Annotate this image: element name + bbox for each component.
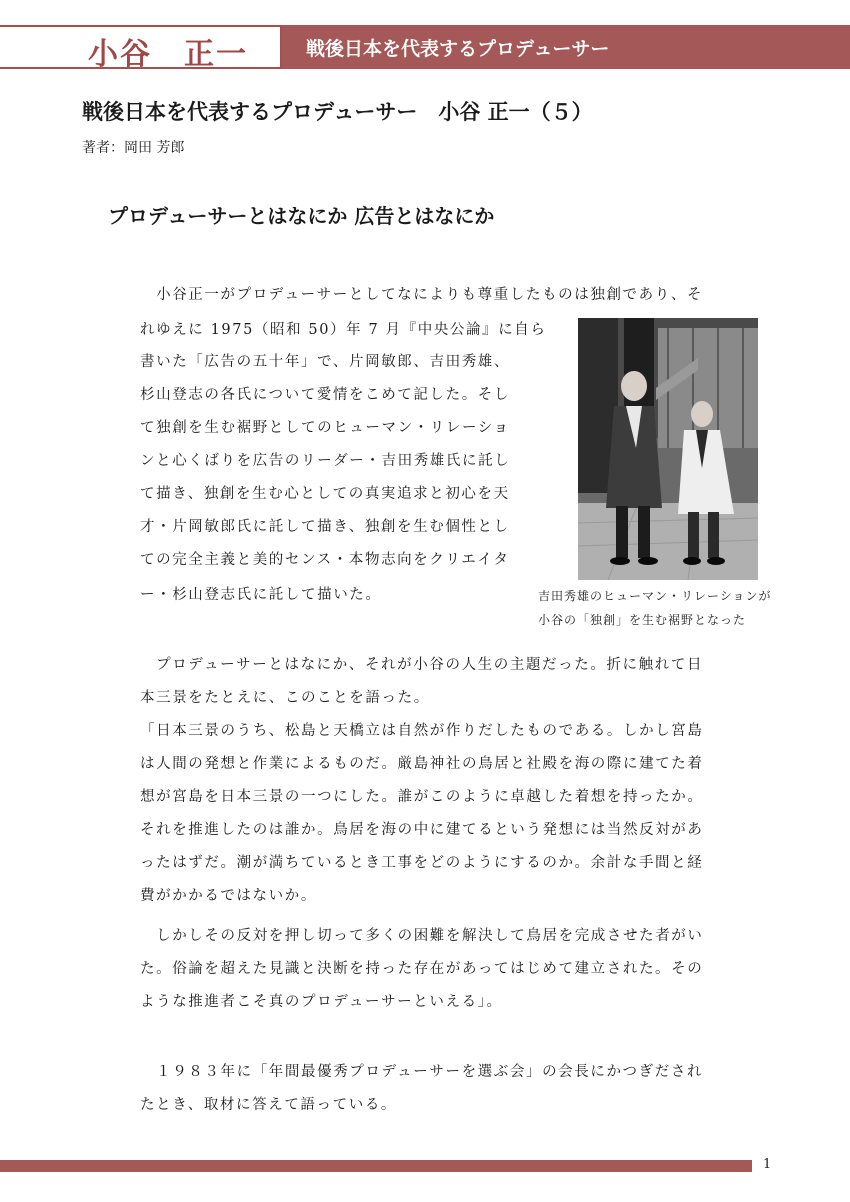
paragraph2-line: それを推進したのは誰か。鳥居を海の中に建てるという発想には当然反対があ [140, 822, 704, 838]
paragraph2-line: プロデューサーとはなにか、それが小谷の人生の主題だった。折に触れて日 [140, 657, 704, 673]
paragraph1-line: ての完全主義と美的センス・本物志向をクリエイタ [140, 552, 510, 568]
article-author: 著者：岡田 芳郎 [82, 140, 185, 156]
header-name-box [0, 25, 282, 72]
paragraph2-line: た。俗論を超えた見識と決断を持った存在があってはじめて建立された。その [140, 961, 704, 977]
footer-bar [0, 1160, 752, 1172]
paragraph3-line: １９８３年に「年間最優秀プロデューサーを選ぶ会」の会長にかつぎだされ [140, 1064, 704, 1080]
photo-two-men-icon [578, 318, 758, 580]
header-series-box [282, 25, 850, 69]
page-number: 1 [763, 1157, 772, 1172]
header-name: 小谷 正一 [88, 37, 248, 72]
paragraph1-line: 才・片岡敏郎氏に託して描き、独創を生む個性とし [140, 519, 510, 535]
paragraph2-line: は人間の発想と作業によるものだ。厳島神社の鳥居と社殿を海の際に建てた着 [140, 756, 704, 772]
header-band [0, 25, 850, 71]
paragraph2-line: 「日本三景のうち、松島と天橋立は自然が作りだしたものである。しかし宮島 [140, 723, 704, 739]
paragraph1-line: 書いた「広告の五十年」で、片岡敏郎、吉田秀雄、 [140, 354, 511, 370]
paragraph2-line: ったはずだ。潮が満ちているとき工事をどのようにするのか。余計な手間と経 [140, 855, 704, 871]
photo-caption-line: 吉田秀雄のヒューマン・リレーションが [538, 589, 772, 603]
paragraph2-line: 想が宮島を日本三景の一つにした。誰がこのように卓越した着想を持ったか。 [140, 789, 704, 805]
paragraph2-line: しかしその反対を押し切って多くの困難を解決して鳥居を完成させた者がい [140, 928, 704, 944]
paragraph1-line: ー・杉山登志氏に託して描いた。 [140, 587, 382, 603]
paragraph2-line: 本三景をたとえに、このことを語った。 [140, 690, 430, 706]
paragraph3-line: たとき、取材に答えて語っている。 [140, 1097, 398, 1113]
paragraph1-line: て独創を生む裾野としてのヒューマン・リレーショ [140, 420, 510, 436]
paragraph2-line: 費がかかるではないか。 [140, 888, 317, 904]
paragraph1-line: て描き、独創を生む心としての真実追求と初心を天 [140, 486, 510, 502]
paragraph1-line: 杉山登志の各氏について愛情をこめて記した。そし [140, 387, 511, 403]
article-title: 戦後日本を代表するプロデューサー 小谷 正一（５） [82, 99, 593, 124]
photo-caption-line: 小谷の「独創」を生む裾野となった [538, 613, 747, 627]
paragraph1-line: ンと心くばりを広告のリーダー・吉田秀雄氏に託し [140, 453, 511, 469]
paragraph2-line: ような推進者こそ真のプロデューサーといえる」。 [140, 994, 503, 1010]
section-heading: プロデューサーとはなにか 広告とはなにか [108, 204, 495, 228]
header-series-title: 戦後日本を代表するプロデューサー [306, 38, 610, 60]
paragraph1-line: 小谷正一がプロデューサーとしてなによりも尊重したものは独創であり、そ [140, 287, 704, 303]
paragraph1-line: れゆえに 1975（昭和 50）年 7 月『中央公論』に自ら [140, 322, 547, 338]
